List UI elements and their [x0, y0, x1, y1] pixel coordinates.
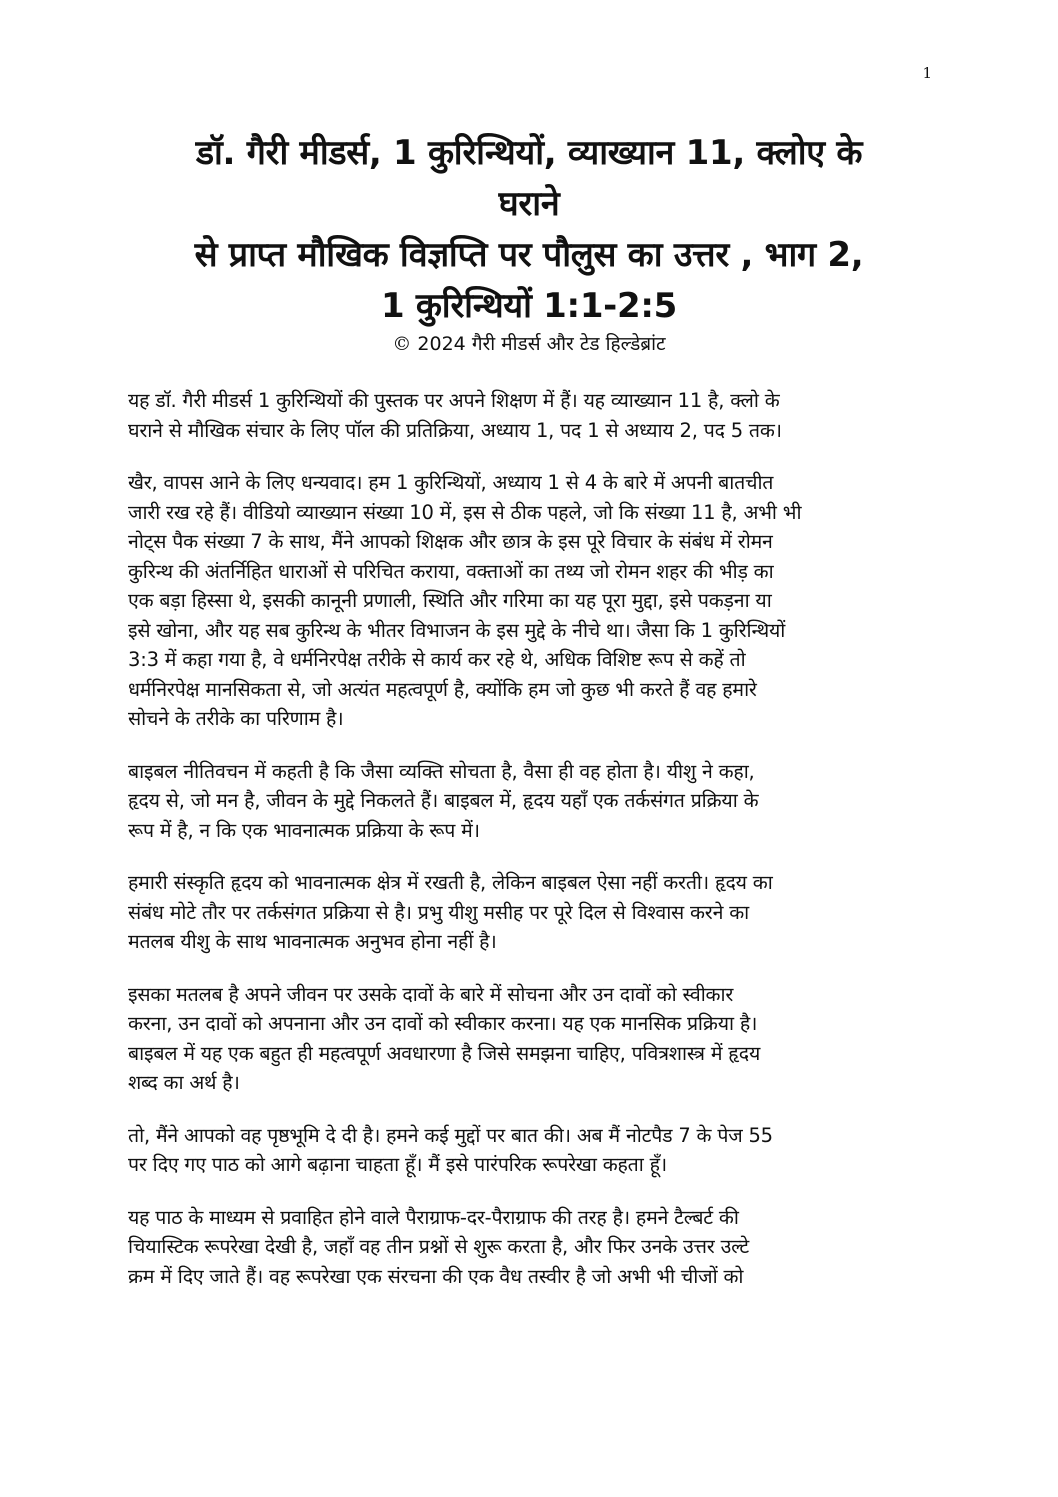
page-number: 1 [922, 64, 932, 82]
text-line: सोचने के तरीके का परिणाम है। [128, 707, 344, 730]
document-body [128, 386, 936, 1314]
text-line: रूप में है, न कि एक भावनात्मक प्रक्रिया के रूप में। [128, 818, 480, 842]
text-line: इसे खोना, और यह सब कुरिन्थ के भीतर विभाजन के इस मुद्दे के नीचे था। जैसा कि 1 कुरिन्थियों [128, 618, 786, 642]
text-line: चियास्टिक रूपरेखा देखी है, जहाँ वह तीन प्रश्नों से शुरू करता है, और फिर उनके उत्तर उल्टे [128, 1235, 749, 1258]
text-line: हमारी संस्कृति हृदय को भावनात्मक क्षेत्र में रखती है, लेकिन बाइबल ऐसा नहीं करती। हृदय का [128, 871, 773, 894]
text-line: नोट्स पैक संख्या 7 के साथ, मैंने आपको शिक्षक और छात्र के इस पूरे विचार के संबंध में रोमन [128, 530, 773, 553]
copyright-symbol: © [392, 333, 412, 355]
text-line: जारी रख रहे हैं। वीडियो व्याख्यान संख्या 10 में, इस से ठीक पहले, जो कि संख्या 11 है, अभी भी [128, 500, 802, 524]
text-line: तो, मैंने आपको वह पृष्ठभूमि दे दी है। हमने कई मुद्दों पर बात की। अब मैं नोटपैड 7 के पेज 55 [128, 1123, 773, 1147]
text-line: एक बड़ा हिस्सा थे, इसकी कानूनी प्रणाली, स्थिति और गरिमा का यह पूरा मुद्दा, इसे पकड़ना या [128, 589, 772, 612]
paragraph [128, 980, 936, 1098]
text-line: इसका मतलब है अपने जीवन पर उसके दावों के बारे में सोचना और उन दावों को स्वीकार [128, 982, 734, 1006]
title-line: से प्राप्त मौखिक विज्ञप्ति पर पौलुस का उत्तर , भाग 2, [194, 235, 864, 275]
text-line: यह पाठ के माध्यम से प्रवाहित होने वाले पैराग्राफ-दर-पैराग्राफ की तरह है। हमने टैल्बर्ट की [128, 1205, 739, 1229]
text-line: करना, उन दावों को अपनाना और उन दावों को स्वीकार करना। यह एक मानसिक प्रक्रिया है। [128, 1012, 758, 1035]
text-line: हृदय से, जो मन है, जीवन के मुद्दे निकलते हैं। बाइबल में, हृदय यहाँ एक तर्कसंगत प्रक्रिया के [128, 789, 759, 812]
copyright-line [110, 332, 948, 356]
text-line: खैर, वापस आने के लिए धन्यवाद। हम 1 कुरिन्थियों, अध्याय 1 से 4 के बारे में अपनी बातचीत [128, 471, 774, 494]
copyright-text: 2024 गैरी मीडर्स और टेड हिल्डेब्रांट [417, 333, 666, 355]
text-line: शब्द का अर्थ है। [128, 1071, 240, 1094]
text-line: क्रम में दिए जाते हैं। वह रूपरेखा एक संरचना की एक वैध तस्वीर है जो अभी भी चीजों को [128, 1264, 744, 1288]
paragraph [128, 757, 936, 846]
paragraph [128, 468, 936, 734]
text-line: बाइबल नीतिवचन में कहती है कि जैसा व्यक्ति सोचता है, वैसा ही वह होता है। यीशु ने कहा, [128, 759, 755, 783]
document-title [110, 128, 948, 356]
paragraph [128, 386, 936, 445]
paragraph [128, 1121, 936, 1180]
text-line: धर्मनिरपेक्ष मानसिकता से, जो अत्यंत महत्वपूर्ण है, क्योंकि हम जो कुछ भी करते हैं वह हमारे [128, 677, 757, 701]
text-line: संबंध मोटे तौर पर तर्कसंगत प्रक्रिया से है। प्रभु यीशु मसीह पर पूरे दिल से विश्वास करने का [128, 900, 750, 924]
text-line: बाइबल में यह एक बहुत ही महत्वपूर्ण अवधारणा है जिसे समझना चाहिए, पवित्रशास्त्र में हृदय [128, 1041, 761, 1065]
text-line: यह डॉ. गैरी मीडर्स 1 कुरिन्थियों की पुस्तक पर अपने शिक्षण में हैं। यह व्याख्यान 11 है, क्लो के [128, 389, 780, 412]
paragraph [128, 868, 936, 957]
title-line: डॉ. गैरी मीडर्स, 1 कुरिन्थियों, व्याख्यान 11, क्लोए के [195, 133, 863, 173]
text-line: मतलब यीशु के साथ भावनात्मक अनुभव होना नहीं है। [128, 930, 497, 953]
text-line: कुरिन्थ की अंतर्निहित धाराओं से परिचित कराया, वक्ताओं का तथ्य जो रोमन शहर की भीड़ का [128, 559, 774, 583]
text-line: पर दिए गए पाठ को आगे बढ़ाना चाहता हूँ। मैं इसे पारंपरिक रूपरेखा कहता हूँ। [128, 1153, 667, 1176]
title-line: 1 कुरिन्थियों 1:1-2:5 [380, 286, 678, 326]
paragraph [128, 1203, 936, 1292]
text-line: घराने से मौखिक संचार के लिए पॉल की प्रतिक्रिया, अध्याय 1, पद 1 से अध्याय 2, पद 5 तक। [128, 418, 782, 442]
title-line: घराने [498, 184, 560, 224]
text-line: 3:3 में कहा गया है, वे धर्मनिरपेक्ष तरीके से कार्य कर रहे थे, अधिक विशिष्ट रूप से कहें तो [128, 648, 746, 671]
